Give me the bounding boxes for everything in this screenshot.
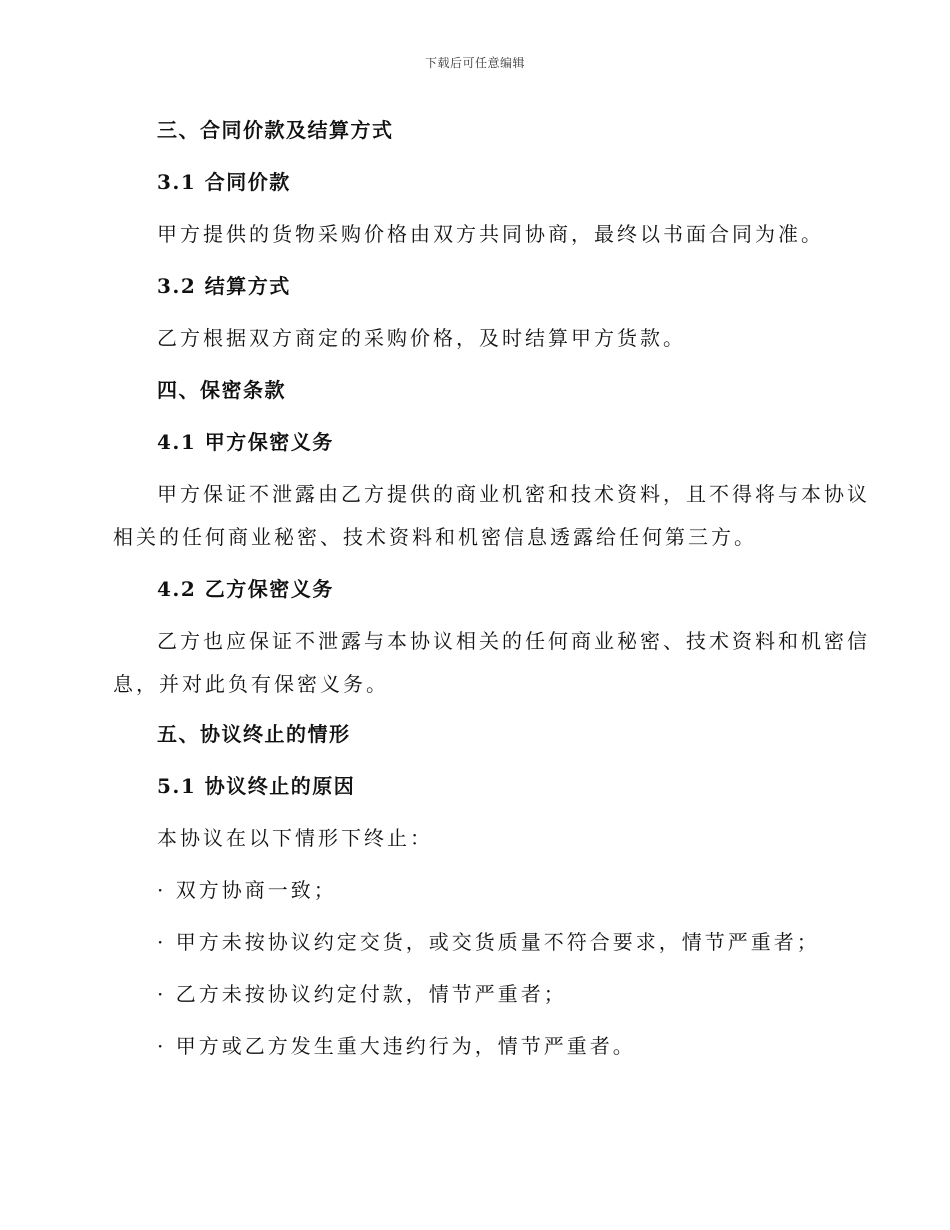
section-5-1-intro: 本协议在以下情形下终止：: [157, 826, 433, 850]
section-4-1-line-1: 甲方保证不泄露由乙方提供的商业机密和技术资料，且不得将与本协议: [157, 482, 870, 506]
section-4-2-line-2: 息，并对此负有保密义务。: [113, 672, 389, 696]
section-4-title: 四、保密条款: [157, 378, 286, 402]
list-item: · 双方协商一致；: [157, 878, 337, 902]
section-5-title: 五、协议终止的情形: [157, 722, 351, 746]
section-3-1-text: 甲方提供的货物采购价格由双方共同协商，最终以书面合同为准。: [157, 222, 824, 246]
list-item: · 甲方或乙方发生重大违约行为，情节严重者。: [157, 1034, 636, 1058]
section-5-1-title: 5.1 协议终止的原因: [157, 774, 356, 798]
section-3-title: 三、合同价款及结算方式: [157, 118, 394, 142]
section-4-2-title: 4.2 乙方保密义务: [157, 577, 334, 601]
list-item: · 乙方未按协议约定付款，情节严重者；: [157, 982, 567, 1006]
section-3-1-title: 3.1 合同价款: [157, 170, 291, 194]
section-4-2-line-1: 乙方也应保证不泄露与本协议相关的任何商业秘密、技术资料和机密信: [157, 629, 870, 653]
section-4-1-title: 4.1 甲方保密义务: [157, 430, 334, 454]
section-3-2-title: 3.2 结算方式: [157, 274, 291, 298]
section-4-1-line-2: 相关的任何商业秘密、技术资料和机密信息透露给任何第三方。: [113, 525, 757, 549]
list-item: · 甲方未按协议约定交货，或交货质量不符合要求，情节严重者；: [157, 930, 820, 954]
page-header: 下载后可任意编辑: [424, 56, 525, 70]
section-3-2-text: 乙方根据双方商定的采购价格，及时结算甲方货款。: [157, 326, 686, 350]
